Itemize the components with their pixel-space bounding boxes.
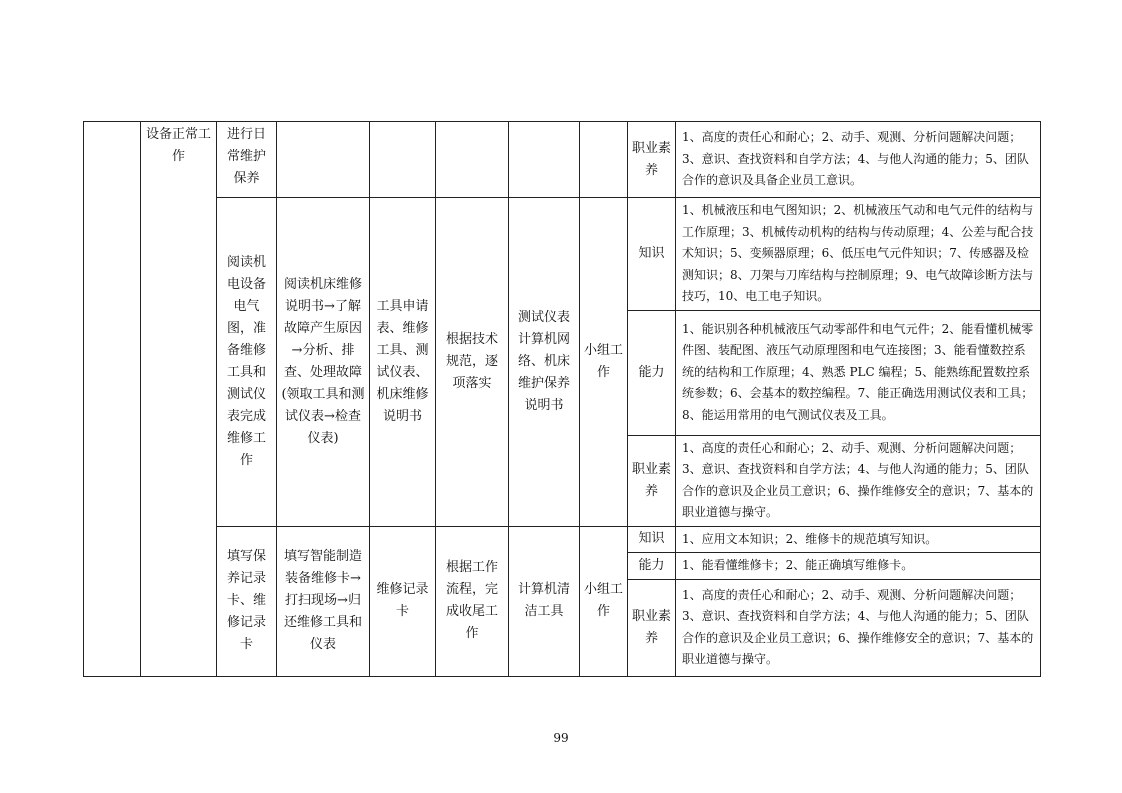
org-cell: 小组工作	[580, 526, 628, 676]
item-type-cell: 知识	[628, 198, 676, 311]
table-row	[84, 198, 1041, 311]
tools-cell: 计算机清洁工具	[509, 526, 580, 676]
item-type-cell: 职业素养	[628, 435, 676, 526]
table-row	[84, 122, 1041, 198]
competency-table	[83, 121, 1041, 677]
standard-cell: 根据工作流程，完成收尾工作	[436, 526, 509, 676]
page-number: 99	[553, 731, 569, 745]
materials-cell: 工具申请表、维修工具、测试仪表、机床维修说明书	[370, 198, 436, 527]
item-desc-cell: 1、能识别各种机械液压气动零部件和电气元件；2、能看懂机械零件图、装配图、液压气动原理图和电气连接图；3、能看懂数控系统的结构和工作原理；4、熟悉 PLC 编程；5、能熟练配置数控系统参数；6、会基本的数控编程。7、能正确选用测试仪表和工具；8、能运用常用的电气测试仪表及工具。	[676, 310, 1041, 435]
steps-cell: 填写智能制造装备维修卡→打扫现场→归还维修工具和仪表	[277, 526, 370, 676]
materials-cell	[370, 122, 436, 198]
org-cell	[580, 122, 628, 198]
item-desc-cell: 1、应用文本知识；2、维修卡的规范填写知识。	[676, 526, 1041, 553]
item-desc-cell: 1、高度的责任心和耐心；2、动手、观测、分析问题解决问题；3、意识、查找资料和自学方法；4、与他人沟通的能力；5、团队合作的意识及企业员工意识；6、操作维修安全的意识；7、基本的职业道德与操守。	[676, 435, 1041, 526]
materials-cell: 维修记录卡	[370, 526, 436, 676]
steps-cell: 阅读机床维修说明书→了解故障产生原因→分析、排查、处理故障(领取工具和测试仪表→检查仪表)	[277, 198, 370, 527]
item-type-cell: 能力	[628, 310, 676, 435]
item-desc-cell: 1、能看懂维修卡；2、能正确填写维修卡。	[676, 553, 1041, 580]
task-cell: 填写保养记录卡、维修记录卡	[217, 526, 277, 676]
item-type-cell: 职业素养	[628, 122, 676, 198]
tools-cell	[509, 122, 580, 198]
empty-cell	[84, 122, 141, 677]
standard-cell: 根据技术规范，逐项落实	[436, 198, 509, 527]
item-desc-cell: 1、高度的责任心和耐心；2、动手、观测、分析问题解决问题；3、意识、查找资料和自学方法；4、与他人沟通的能力；5、团队合作的意识及具备企业员工意识。	[676, 122, 1041, 198]
org-cell: 小组工作	[580, 198, 628, 527]
task-cell: 进行日常维护保养	[217, 122, 277, 198]
work-content-cell: 设备正常工作	[141, 122, 217, 677]
item-desc-cell: 1、高度的责任心和耐心；2、动手、观测、分析问题解决问题；3、意识、查找资料和自学方法；4、与他人沟通的能力；5、团队合作的意识及企业员工意识；6、操作维修安全的意识；7、基本的职业道德与操守。	[676, 579, 1041, 676]
steps-cell	[277, 122, 370, 198]
item-type-cell: 职业素养	[628, 579, 676, 676]
task-cell: 阅读机电设备电气图，准备维修工具和测试仪表完成维修工作	[217, 198, 277, 527]
item-type-cell: 能力	[628, 553, 676, 580]
item-type-cell: 知识	[628, 526, 676, 553]
table-row	[84, 526, 1041, 553]
item-desc-cell: 1、机械液压和电气图知识；2、机械液压气动和电气元件的结构与工作原理；3、机械传动机构的结构与传动原理；4、公差与配合技术知识；5、变频器原理；6、低压电气元件知识；7、传感器及检测知识；8、刀架与刀库结构与控制原理；9、电气故障诊断方法与技巧，10、电工电子知识。	[676, 198, 1041, 311]
tools-cell: 测试仪表计算机网络、机床维护保养说明书	[509, 198, 580, 527]
standard-cell	[436, 122, 509, 198]
